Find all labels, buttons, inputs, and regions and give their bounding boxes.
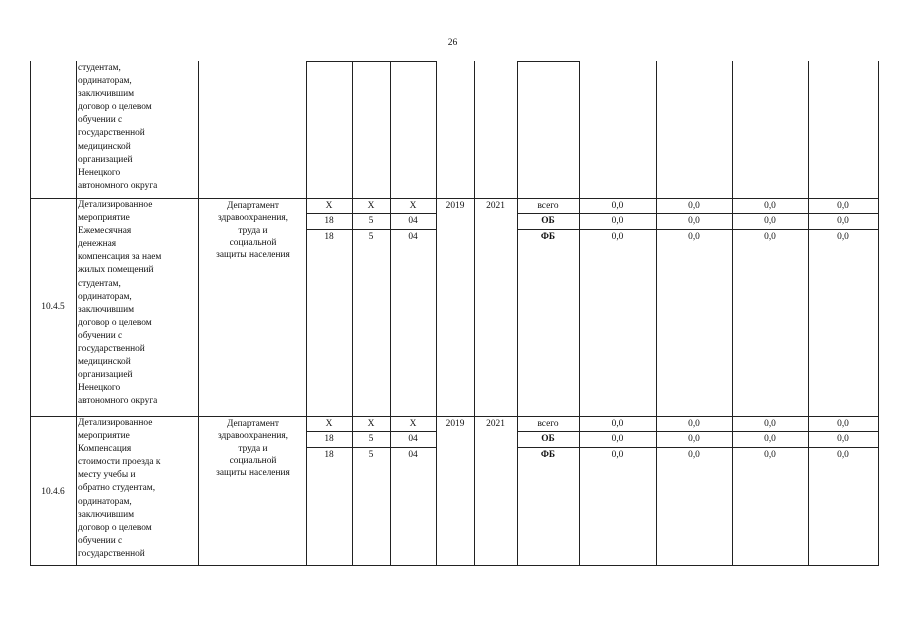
column-divider: [352, 61, 353, 566]
source-label: ФБ: [540, 450, 556, 460]
row-id: 10.4.6: [41, 487, 65, 497]
sub-row-divider: [517, 229, 879, 230]
year-start: 2019: [445, 201, 465, 211]
page-number: 26: [447, 38, 458, 48]
value-cell: 0,0: [688, 201, 700, 211]
value-cell: 0,0: [688, 434, 700, 444]
code-cell: 04: [408, 450, 418, 460]
column-divider: [656, 61, 657, 566]
value-cell: 0,0: [688, 419, 700, 429]
column-divider: [436, 61, 437, 566]
table-bottom-border: [30, 565, 879, 566]
value-cell: 0,0: [688, 216, 700, 226]
value-cell: 0,0: [837, 232, 849, 242]
column-divider: [198, 61, 199, 566]
code-cell: 5: [368, 450, 374, 460]
code-cell: 5: [368, 216, 374, 226]
code-cell: 18: [324, 216, 334, 226]
value-cell: 0,0: [611, 232, 624, 242]
code-cell: Х: [409, 201, 417, 211]
value-cell: 0,0: [688, 450, 700, 460]
column-divider: [474, 61, 475, 566]
value-cell: 0,0: [837, 216, 849, 226]
value-cell: 0,0: [764, 419, 776, 429]
sub-row-divider: [306, 447, 436, 448]
row-description: Детализированное мероприятие Ежемесячная денежная компенсация за наем жилых помещений студентам, ординаторам, заключившим договор о целевом обучении с государственной медицинской организацией Ненецкого автономного округа: [78, 200, 162, 407]
value-cell: 0,0: [764, 434, 776, 444]
column-divider: [306, 61, 307, 566]
column-divider: [579, 61, 580, 566]
code-cell: 5: [368, 434, 374, 444]
column-divider: [732, 61, 733, 566]
value-cell: 0,0: [688, 232, 700, 242]
column-divider: [390, 61, 391, 566]
row-id: 10.4.5: [41, 302, 65, 312]
value-cell: 0,0: [837, 450, 849, 460]
responsible-department: Департамент здравоохранения, труда и социальной защиты населения: [216, 201, 290, 261]
code-cell: 04: [408, 434, 418, 444]
value-cell: 0,0: [611, 450, 624, 460]
code-cell: Х: [367, 201, 375, 211]
year-end: 2021: [486, 419, 505, 429]
source-label: ОБ: [541, 434, 555, 444]
code-cell: 18: [324, 232, 334, 242]
responsible-department: Департамент здравоохранения, труда и социальной защиты населения: [216, 419, 290, 479]
code-cell: 04: [408, 232, 418, 242]
code-cell: Х: [367, 419, 375, 429]
code-cell: 18: [324, 450, 334, 460]
code-cell: Х: [325, 419, 333, 429]
sub-row-divider: [517, 447, 879, 448]
column-divider: [808, 61, 809, 566]
sub-row-divider: [306, 213, 436, 214]
code-box-top: [306, 61, 436, 62]
sub-row-divider: [517, 213, 879, 214]
sub-row-divider: [517, 431, 879, 432]
value-cell: 0,0: [764, 216, 776, 226]
code-cell: 5: [368, 232, 374, 242]
sub-row-divider: [306, 229, 436, 230]
column-divider: [878, 61, 879, 566]
value-cell: 0,0: [764, 201, 776, 211]
column-divider: [517, 61, 518, 566]
value-cell: 0,0: [837, 419, 849, 429]
code-cell: Х: [325, 201, 333, 211]
value-cell: 0,0: [611, 434, 624, 444]
code-cell: Х: [409, 419, 417, 429]
source-box-top: [517, 61, 579, 62]
value-cell: 0,0: [837, 434, 849, 444]
source-label: всего: [537, 419, 559, 429]
column-divider: [76, 61, 77, 566]
value-cell: 0,0: [837, 201, 849, 211]
code-cell: 18: [324, 434, 334, 444]
source-label: ФБ: [540, 232, 556, 242]
value-cell: 0,0: [764, 232, 776, 242]
row-description: Детализированное мероприятие Компенсация стоимости проезда к месту учебы и обратно студентам, ординаторам, заключившим договор о целевом обучении с государственной: [78, 418, 161, 559]
source-label: ОБ: [541, 216, 555, 226]
continued-description: студентам, ординаторам, заключившим договор о целевом обучении с государственной медицинской организацией Ненецкого автономного округа: [78, 63, 158, 191]
value-cell: 0,0: [611, 419, 624, 429]
year-start: 2019: [445, 419, 465, 429]
year-end: 2021: [486, 201, 505, 211]
value-cell: 0,0: [611, 216, 624, 226]
code-cell: 04: [408, 216, 418, 226]
source-label: всего: [537, 201, 559, 211]
value-cell: 0,0: [611, 201, 624, 211]
sub-row-divider: [306, 431, 436, 432]
value-cell: 0,0: [764, 450, 776, 460]
